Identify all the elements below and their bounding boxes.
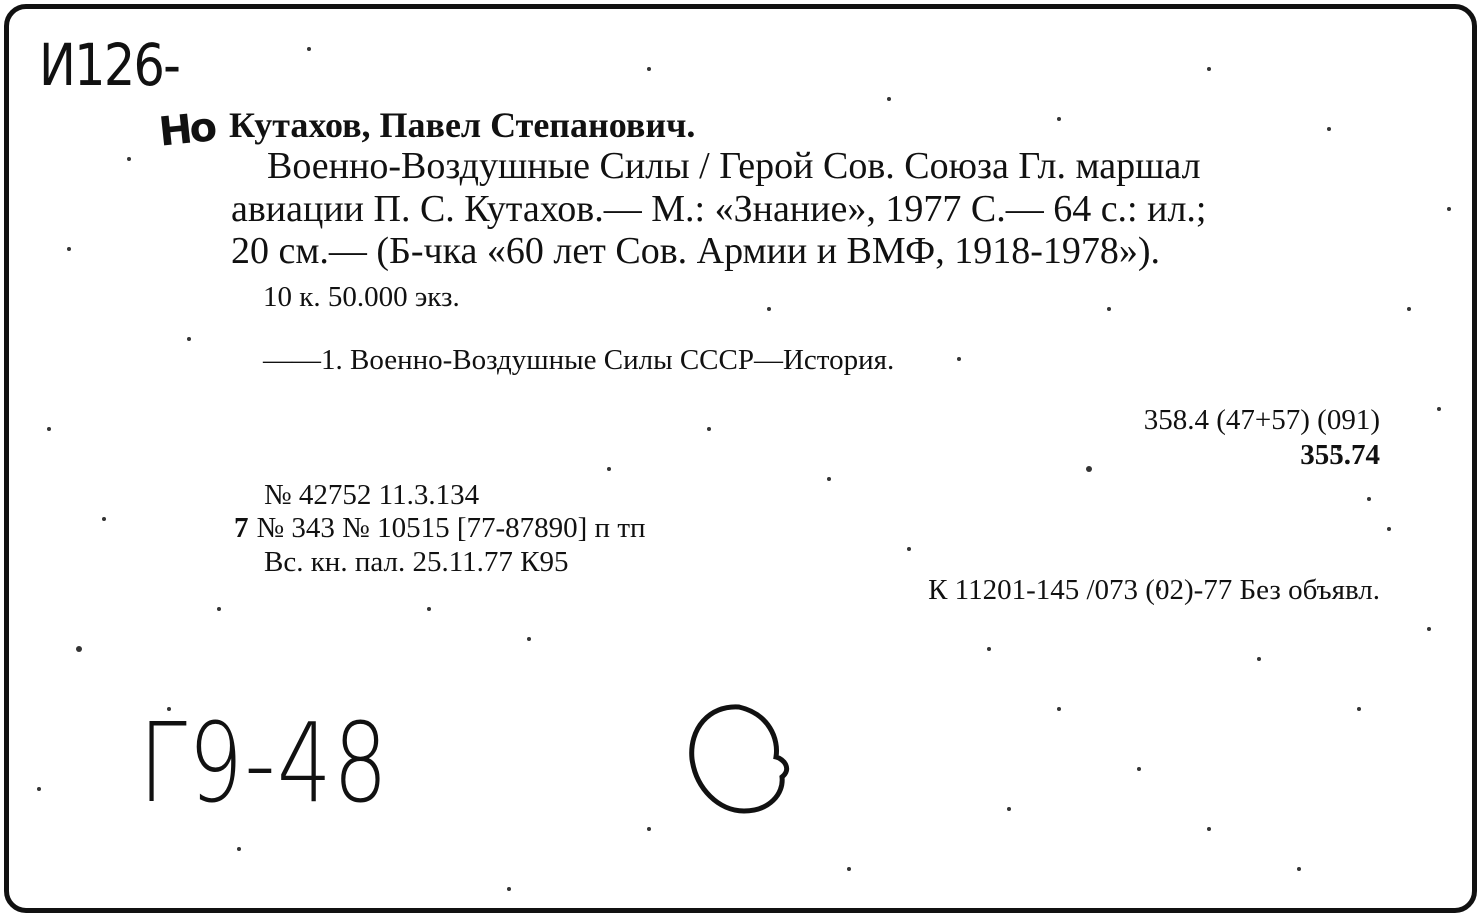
description-line: авиации П. С. Кутахов.— М.: «Знание», 1977 С.— 64 с.: ил.; <box>231 188 1207 230</box>
catalog-card <box>4 4 1477 913</box>
shelfmark-sub: Но <box>156 104 217 156</box>
description-line: Военно-Воздушные Силы / Герой Сов. Союза Гл. маршал <box>267 145 1201 187</box>
record-numbers-text: № 343 № 10515 [77-87890] п тп <box>256 512 646 544</box>
price-copies: 10 к. 50.000 экз. <box>263 281 460 313</box>
record-prefix: 7 <box>234 512 249 544</box>
shelfmark: И126- <box>39 31 180 99</box>
handwritten-code: Г9-48 <box>139 699 390 827</box>
author-heading: Кутахов, Павел Степанович. <box>229 105 696 145</box>
k-index-line: К 11201-145 /073 (02)-77 Без объявл. <box>928 574 1380 606</box>
subject-heading: ——1. Военно-Воздушные Силы СССР—История. <box>263 344 895 376</box>
record-numbers <box>234 512 646 545</box>
classification-bbk: 355.74 <box>1300 439 1380 471</box>
record-number: № 42752 11.3.134 <box>264 479 480 511</box>
book-chamber-line: Вс. кн. пал. 25.11.77 К95 <box>264 546 569 578</box>
handwritten-circle-mark <box>684 699 804 829</box>
description-line: 20 см.— (Б-чка «60 лет Сов. Армии и ВМФ, 1918-1978»). <box>231 230 1161 272</box>
classification-udc: 358.4 (47+57) (091) <box>1143 404 1380 436</box>
